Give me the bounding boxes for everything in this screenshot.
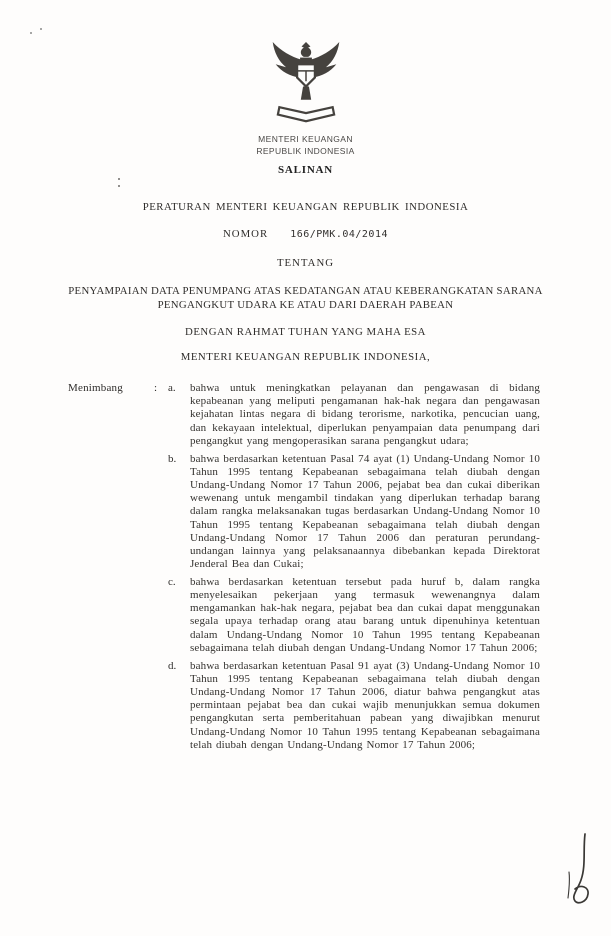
item-text: bahwa berdasarkan ketentuan Pasal 91 ayat (3) Undang-Undang Nomor 10 Tahun 1995 tentang Kepabeanan sebagaimana telah diubah dengan Undang-Undang Nomor 17 Tahun 2006, diatur bahwa pengangkut atas permintaan pejabat bea dan cukai wajib menunjukkan semua dokumen pengangkutan serta pemberitahuan pabean yang diwajibkan menurut Undang-Undang Nomor 10 Tahun 1995 tentang Kepabeanan sebagaimana telah diubah dengan Undang-Undang Nomor 17 Tahun 2006;	[190, 659, 540, 751]
menimbang-item-d	[168, 660, 542, 752]
ministry-name-line2: REPUBLIK INDONESIA	[256, 146, 355, 156]
tentang-label: TENTANG	[276, 257, 335, 269]
menimbang-item-a	[168, 382, 542, 448]
nomor-value: 166/PMK.04/2014	[290, 229, 388, 240]
item-letter: d.	[168, 659, 177, 672]
handwritten-paraph	[563, 832, 597, 910]
menimbang-item-c	[168, 576, 542, 655]
ministry-name-line1: MENTERI KEUANGAN	[258, 134, 353, 144]
scan-artifact-dots	[30, 28, 46, 36]
item-letter: c.	[168, 575, 176, 588]
grace-line: DENGAN RAHMAT TUHAN YANG MAHA ESA	[185, 326, 426, 338]
menimbang-items	[168, 382, 542, 752]
regulation-subject: PENYAMPAIAN DATA PENUMPANG ATAS KEDATANGAN ATAU KEBERANGKATAN SARANA PENGANGKUT UDARA KE ATAU DARI DAERAH PABEAN	[68, 285, 543, 311]
item-text: bahwa berdasarkan ketentuan Pasal 74 ayat (1) Undang-Undang Nomor 10 Tahun 1995 tentang Kepabeanan sebagaimana telah diubah dengan Undang-Undang Nomor 17 Tahun 2006, pejabat bea dan cukai diberikan wewenang untuk mengambil tindakan yang diperlukan terhadap barang dalam rangka melaksanakan tugas berdasarkan Undang-Undang Nomor 10 Tahun 1995 tentang Kepabeanan sebagaimana telah diubah dengan Undang-Undang Nomor 17 Tahun 2006 dan peraturan perundang-undangan lainnya yang pelaksanaannya dibebankan kepada Direktorat Jenderal Bea dan Cukai;	[190, 452, 540, 571]
item-text: bahwa untuk meningkatkan pelayanan dan pengawasan di bidang kepabeanan yang meliputi pengamanan hak-hak negara dan pengawasan kejahatan lintas negara di bidang terorisme, narkotika, pencucian uang, dan kekayaan intelektual, diperlukan penyampaian data penumpang dari pengangkut yang mengoperasikan sarana pengangkut udara;	[190, 382, 540, 447]
menimbang-item-b	[168, 453, 542, 572]
title-block	[0, 201, 611, 363]
garuda-emblem-icon	[269, 40, 343, 124]
item-letter: a.	[168, 382, 176, 394]
item-letter: b.	[168, 452, 177, 465]
nomor-label: NOMOR	[222, 228, 269, 240]
menimbang-label: Menimbang	[68, 382, 123, 394]
copy-label: SALINAN	[277, 164, 334, 176]
regulation-number-line	[0, 228, 611, 240]
menimbang-section	[0, 382, 611, 752]
menimbang-separator: :	[154, 382, 158, 394]
item-text: bahwa berdasarkan ketentuan tersebut pada huruf b, dalam rangka menyelesaikan pekerjaan yang termasuk wewenangnya dalam mengamankan hak-hak negara, pejabat bea dan cukai dapat menggunakan segala upaya terhadap orang atau barang untuk dipenuhinya ketentuan dalam Undang-Undang Nomor 10 Tahun 1995 tentang Kepabeanan sebagaimana telah diubah dengan Undang-Undang Nomor 17 Tahun 2006;	[190, 575, 540, 654]
scan-artifact-colon	[118, 178, 120, 188]
letterhead	[0, 0, 611, 176]
regulation-title: PERATURAN MENTERI KEUANGAN REPUBLIK INDONESIA	[142, 201, 469, 213]
authority-line: MENTERI KEUANGAN REPUBLIK INDONESIA,	[180, 351, 431, 363]
